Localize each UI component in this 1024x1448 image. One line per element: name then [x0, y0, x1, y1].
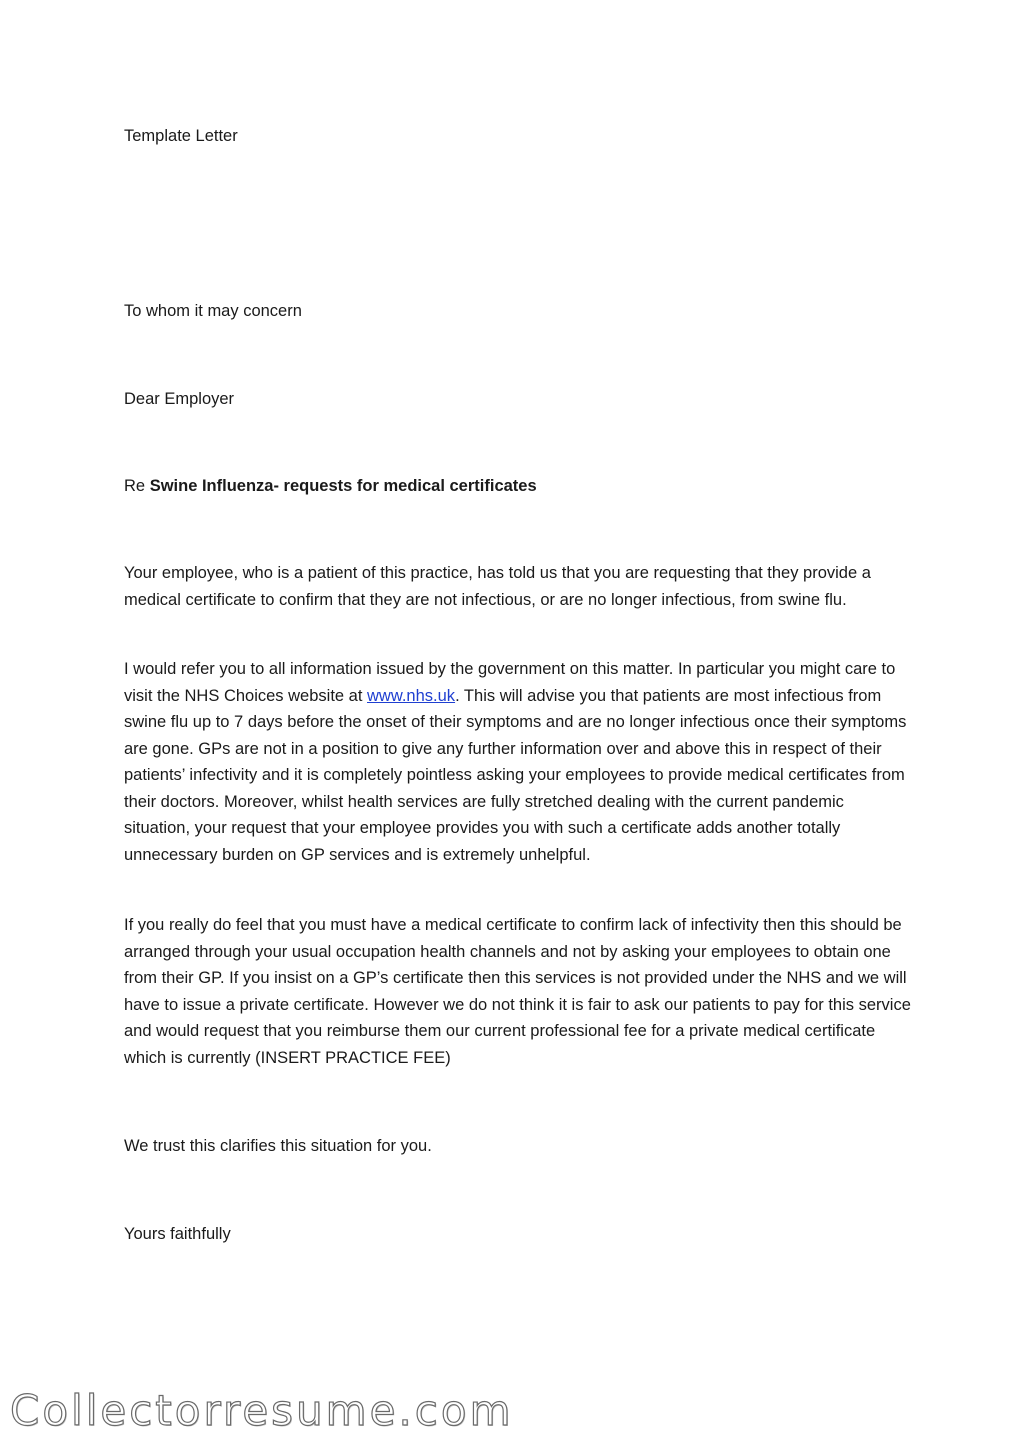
nhs-website-link[interactable]: www.nhs.uk — [367, 686, 456, 705]
paragraph-2-end: . This will advise you that patients are most infectious from swine flu up to 7 days before the onset of their symptoms and are no longer infectious once their symptoms are gone. GPs are not in a position to give any further information over and above this in respect of their patients’ infectivity and it is completely pointless asking your employees to provide medical certificates from their doctors. Moreover, whilst health services are fully stretched dealing with the current pandemic situation, your request that your employee provides you with such a certificate adds another totally unnecessary burden on GP services and is extremely unhelpful. — [124, 686, 907, 864]
closing-statement: We trust this clarifies this situation for you. — [124, 1137, 432, 1155]
recipient-line: To whom it may concern — [124, 302, 302, 320]
watermark-text: Collectorresume.com — [10, 1386, 514, 1435]
salutation: Dear Employer — [124, 390, 235, 408]
subject-line — [124, 476, 537, 496]
letter-heading: Template Letter — [124, 127, 238, 145]
paragraph-2-start: I would refer you to all information issued by the government on this matter. In particular you might care to visit the NHS Choices website at — [124, 660, 896, 705]
subject-text: Swine Influenza- requests for medical certificates — [149, 477, 537, 495]
paragraph-3 — [124, 912, 914, 1071]
paragraph-1 — [124, 560, 914, 613]
subject-prefix: Re — [124, 477, 146, 495]
paragraph-2 — [124, 656, 914, 868]
signoff: Yours faithfully — [124, 1225, 231, 1243]
paragraph-1-text: Your employee, who is a patient of this practice, has told us that you are requesting that they provide a medical certificate to confirm that they are not infectious, or are no longer infectious, from swine flu. — [124, 564, 871, 609]
paragraph-3-text: If you really do feel that you must have a medical certificate to confirm lack of infectivity then this should be arranged through your usual occupation health channels and not by asking your employees to obtain one from their GP. If you insist on a GP’s certificate then this services is not provided under the NHS and we will have to issue a private certificate. However we do not think it is fair to ask our patients to pay for this service and would request that you reimburse them our current professional fee for a private medical certificate which is currently (INSERT PRACTICE FEE) — [124, 916, 911, 1067]
paragraph-2-text — [124, 656, 914, 868]
